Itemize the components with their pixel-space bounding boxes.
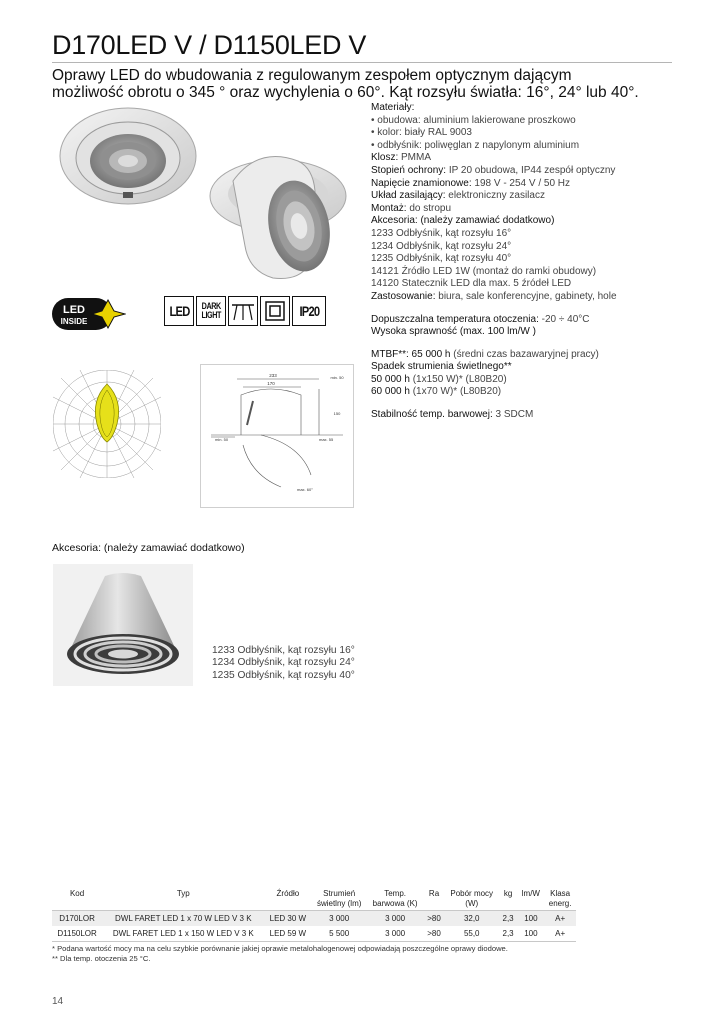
material-item: • odbłyśnik: poliwęglan z napylonym aluminium <box>371 139 580 151</box>
accessory-item: 1233 Odbłyśnik, kąt rozsyłu 16° <box>371 227 512 239</box>
accessory-item: 1234 Odbłyśnik, kąt rozsyłu 24° <box>212 657 355 669</box>
accessories-heading: Akcesoria: (należy zamawiać dodatkowo) <box>52 542 245 554</box>
accessory-item: 1234 Odbłyśnik, kąt rozsyłu 24° <box>371 240 512 252</box>
cell-zrodlo: LED 59 W <box>264 926 311 942</box>
page-title: D170LED V / D1150LED V <box>52 30 367 60</box>
dimension-drawing <box>200 364 354 508</box>
svg-text:min. 50: min. 50 <box>330 375 344 380</box>
mtbf-label: MTBF**: 65 000 h <box>371 348 451 360</box>
cell-pobor: 55,0 <box>445 926 499 942</box>
cell-pobor: 32,0 <box>445 911 499 927</box>
col-klasa: Klasa energ. <box>544 887 576 911</box>
specifications <box>371 102 691 422</box>
cell-ra: >80 <box>423 926 445 942</box>
protection-label: Stopień ochrony: <box>371 164 447 176</box>
lumen-drop-1-value: (1x150 W)* (L80B20) <box>412 373 507 385</box>
color-stability-value: 3 SDCM <box>495 409 534 421</box>
usage-label: Zastosowanie: <box>371 290 436 302</box>
col-temp: Temp. barwowa (K) <box>367 887 423 911</box>
accessory-item: 14121 Źródło LED 1W (montaż do ramki obudowy) <box>371 265 597 277</box>
voltage-label: Napięcie znamionowe: <box>371 177 472 189</box>
cell-ra: >80 <box>423 911 445 927</box>
footnotes <box>52 944 508 963</box>
color-stability-label: Stabilność temp. barwowej: <box>371 409 493 421</box>
supply-label: Układ zasilający: <box>371 190 446 202</box>
usage-value: biura, sale konferencyjne, gabinety, hole <box>438 290 617 302</box>
materials-label: Materiały: <box>371 102 415 113</box>
klosz-label: Klosz: <box>371 152 399 164</box>
cell-kod: D1150LOR <box>52 926 102 942</box>
table-row <box>52 926 576 942</box>
table-row <box>52 911 576 927</box>
svg-text:170: 170 <box>267 381 275 386</box>
ip20-badge: IP20 <box>292 296 326 326</box>
cell-typ: DWL FARET LED 1 x 70 W LED V 3 K <box>102 911 264 927</box>
cell-temp: 3 000 <box>367 911 423 927</box>
svg-text:min. 50: min. 50 <box>215 437 229 442</box>
reflector-photo <box>53 564 193 686</box>
col-lmw: lm/W <box>518 887 545 911</box>
recessed-mount-icon <box>228 296 258 326</box>
accessory-item: 1233 Odbłyśnik, kąt rozsyłu 16° <box>212 645 355 656</box>
lumen-drop-1-hours: 50 000 h <box>371 373 410 385</box>
col-kod: Kod <box>52 887 102 911</box>
page-number: 14 <box>52 996 64 1007</box>
table-header-row <box>52 887 576 911</box>
class-ii-icon <box>260 296 290 326</box>
material-item: • kolor: biały RAL 9003 <box>371 127 472 139</box>
svg-text:150: 150 <box>333 411 341 416</box>
cell-strumien: 5 500 <box>311 926 367 942</box>
dark-light-badge: DARK LIGHT <box>196 296 226 326</box>
light-distribution-diagram <box>53 370 161 478</box>
footnote-2: ** Dla temp. otoczenia 25 °C. <box>52 953 151 963</box>
led-inside-logo <box>52 296 126 332</box>
accessory-item: 14120 Statecznik LED dla max. 5 źródeł LED <box>371 278 572 290</box>
svg-text:INSIDE: INSIDE <box>60 317 88 326</box>
material-item: • obudowa: aluminium lakierowane proszkowo <box>371 114 576 126</box>
supply-value: elektroniczny zasilacz <box>448 190 545 202</box>
cell-kod: D170LOR <box>52 911 102 927</box>
col-typ: Typ <box>102 887 264 911</box>
mtbf-value: (średni czas bazawaryjnej pracy) <box>453 348 599 360</box>
voltage-value: 198 V - 254 V / 50 Hz <box>474 177 571 189</box>
svg-text:233: 233 <box>269 373 277 378</box>
lumen-drop-2-value: (1x70 W)* (L80B20) <box>412 386 502 398</box>
led-badge: LED <box>164 296 194 326</box>
col-kg: kg <box>499 887 518 911</box>
col-zrodlo: Źródło <box>264 887 311 911</box>
col-pobor: Pobór mocy (W) <box>445 887 499 911</box>
cell-kg: 2,3 <box>499 911 518 927</box>
page-subtitle <box>52 67 692 101</box>
product-table <box>52 887 576 942</box>
cell-klasa: A+ <box>544 926 576 942</box>
lumen-drop-label: Spadek strumienia świetlnego** <box>371 361 512 373</box>
accessories-label: Akcesoria: (należy zamawiać dodatkowo) <box>371 215 555 227</box>
svg-text:LED: LED <box>63 304 85 316</box>
accessories-list <box>212 645 355 682</box>
temperature-label: Dopuszczalna temperatura otoczenia: <box>371 313 539 325</box>
cell-kg: 2,3 <box>499 926 518 942</box>
efficiency-label: Wysoka sprawność (max. 100 lm/W ) <box>371 326 536 338</box>
product-photo <box>53 106 363 291</box>
cell-klasa: A+ <box>544 911 576 927</box>
mount-label: Montaż: <box>371 202 407 214</box>
mount-value: do stropu <box>409 202 452 214</box>
col-strumien: Strumień świetlny (lm) <box>311 887 367 911</box>
footnote-1: * Podana wartość mocy ma na celu szybkie porównanie jakiej oprawie metalohalogenowej odpowiadają poszczególne oprawy diodowe. <box>52 944 508 953</box>
title-divider <box>52 62 672 63</box>
subtitle-line-1: Oprawy LED do wbudowania z regulowanym zespołem optycznym dającym <box>52 67 572 84</box>
protection-value: IP 20 obudowa, IP44 zespół optyczny <box>448 164 616 176</box>
klosz-value: PMMA <box>401 152 432 164</box>
cell-lmw: 100 <box>518 926 545 942</box>
accessory-item: 1235 Odbłyśnik, kąt rozsyłu 40° <box>371 253 512 265</box>
cell-zrodlo: LED 30 W <box>264 911 311 927</box>
cell-temp: 3 000 <box>367 926 423 942</box>
col-ra: Ra <box>423 887 445 911</box>
cell-strumien: 3 000 <box>311 911 367 927</box>
svg-text:max. 60°: max. 60° <box>297 487 313 492</box>
lumen-drop-2-hours: 60 000 h <box>371 386 410 398</box>
cell-lmw: 100 <box>518 911 545 927</box>
subtitle-line-2: możliwość obrotu o 345 ° oraz wychylenia o 60°. Kąt rozsyłu światła: 16°, 24° lub 40°. <box>52 84 639 101</box>
accessory-item: 1235 Odbłyśnik, kąt rozsyłu 40° <box>212 669 355 681</box>
cell-typ: DWL FARET LED 1 x 150 W LED V 3 K <box>102 926 264 942</box>
temperature-value: -20 ÷ 40°C <box>541 313 590 325</box>
svg-text:max. 55: max. 55 <box>319 437 334 442</box>
